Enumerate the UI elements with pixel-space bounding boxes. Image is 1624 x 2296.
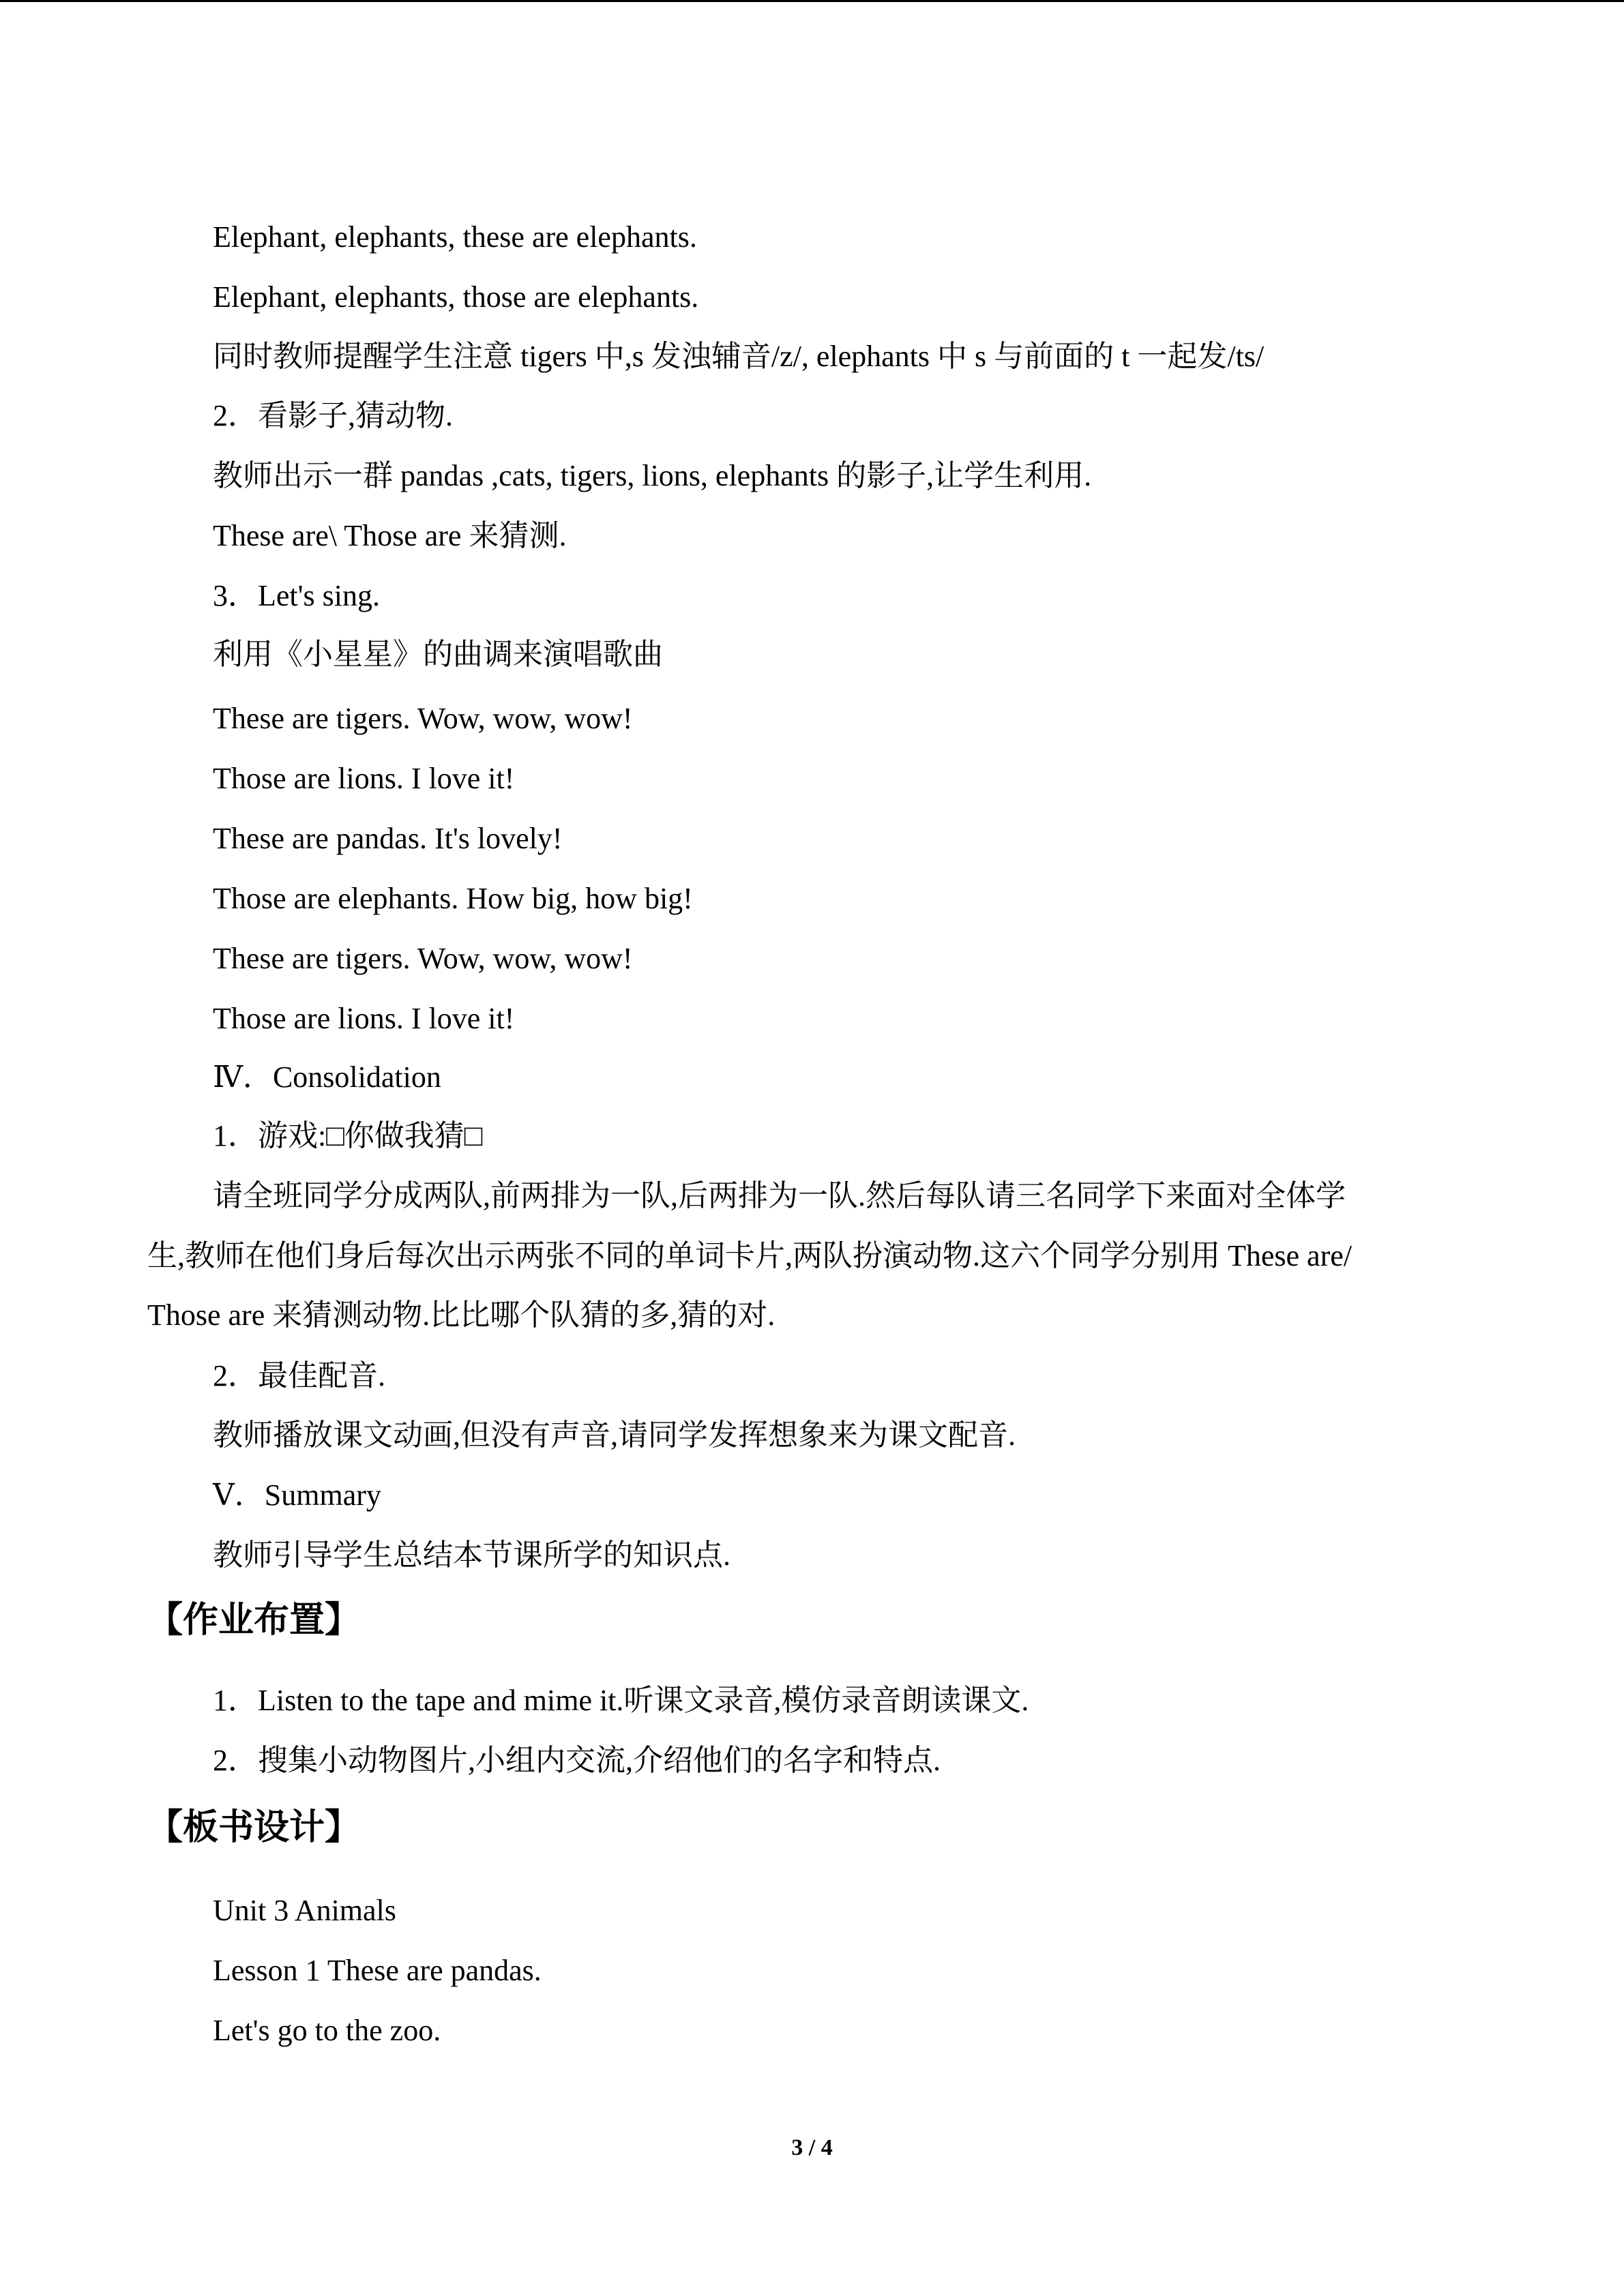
- song-line: These are pandas. It's lovely!: [213, 822, 563, 855]
- board-design-item: Lesson 1 These are pandas.: [213, 1954, 542, 1987]
- section-consolidation: Ⅳ．Consolidation: [213, 1060, 441, 1094]
- page-number: 3 / 4: [791, 2135, 833, 2160]
- body-line: 同时教师提醒学生注意 tigers 中,s 发浊辅音/z/, elephants 中 s 与前面的 t 一起发/ts/: [213, 340, 1265, 373]
- body-line: Elephant, elephants, these are elephants.: [213, 220, 697, 254]
- body-line: Elephant, elephants, those are elephants.: [213, 280, 699, 314]
- board-design-heading: 【板书设计】: [147, 1807, 361, 1848]
- body-line: 2．看影子,猜动物.: [213, 399, 453, 432]
- body-line: 利用《小星星》的曲调来演唱歌曲: [213, 638, 663, 671]
- song-line: Those are elephants. How big, how big!: [213, 882, 693, 915]
- homework-heading: 【作业布置】: [147, 1600, 361, 1641]
- body-line: 教师播放课文动画,但没有声音,请同学发挥想象来为课文配音.: [213, 1418, 1016, 1452]
- homework-item: 2．搜集小动物图片,小组内交流,介绍他们的名字和特点.: [213, 1744, 941, 1777]
- song-line: Those are lions. I love it!: [213, 1002, 515, 1035]
- game-paragraph-line: 请全班同学分成两队,前两排为一队,后两排为一队.然后每队请三名同学下来面对全体学: [213, 1179, 1346, 1212]
- song-line: These are tigers. Wow, wow, wow!: [213, 702, 633, 735]
- body-line: 3．Let's sing.: [213, 579, 381, 612]
- top-border: [0, 0, 1624, 2]
- game-paragraph-line: 生,教师在他们身后每次出示两张不同的单词卡片,两队扮演动物.这六个同学分别用 These are/: [147, 1239, 1352, 1272]
- body-line: These are\ Those are 来猜测.: [213, 519, 567, 552]
- board-design-item: Let's go to the zoo.: [213, 2014, 441, 2047]
- body-line: 2．最佳配音.: [213, 1359, 385, 1392]
- game-paragraph-line: Those are 来猜测动物.比比哪个队猜的多,猜的对.: [147, 1298, 776, 1332]
- section-summary: Ⅴ．Summary: [213, 1478, 381, 1512]
- body-line: 1．游戏:□你做我猜□: [213, 1119, 483, 1152]
- homework-item: 1．Listen to the tape and mime it.听课文录音,模仿录音朗读课文.: [213, 1684, 1029, 1717]
- body-line: 教师引导学生总结本节课所学的知识点.: [213, 1538, 730, 1572]
- body-line: 教师出示一群 pandas ,cats, tigers, lions, elephants 的影子,让学生利用.: [213, 459, 1092, 492]
- song-line: These are tigers. Wow, wow, wow!: [213, 942, 633, 975]
- song-line: Those are lions. I love it!: [213, 762, 515, 795]
- board-design-item: Unit 3 Animals: [213, 1894, 396, 1927]
